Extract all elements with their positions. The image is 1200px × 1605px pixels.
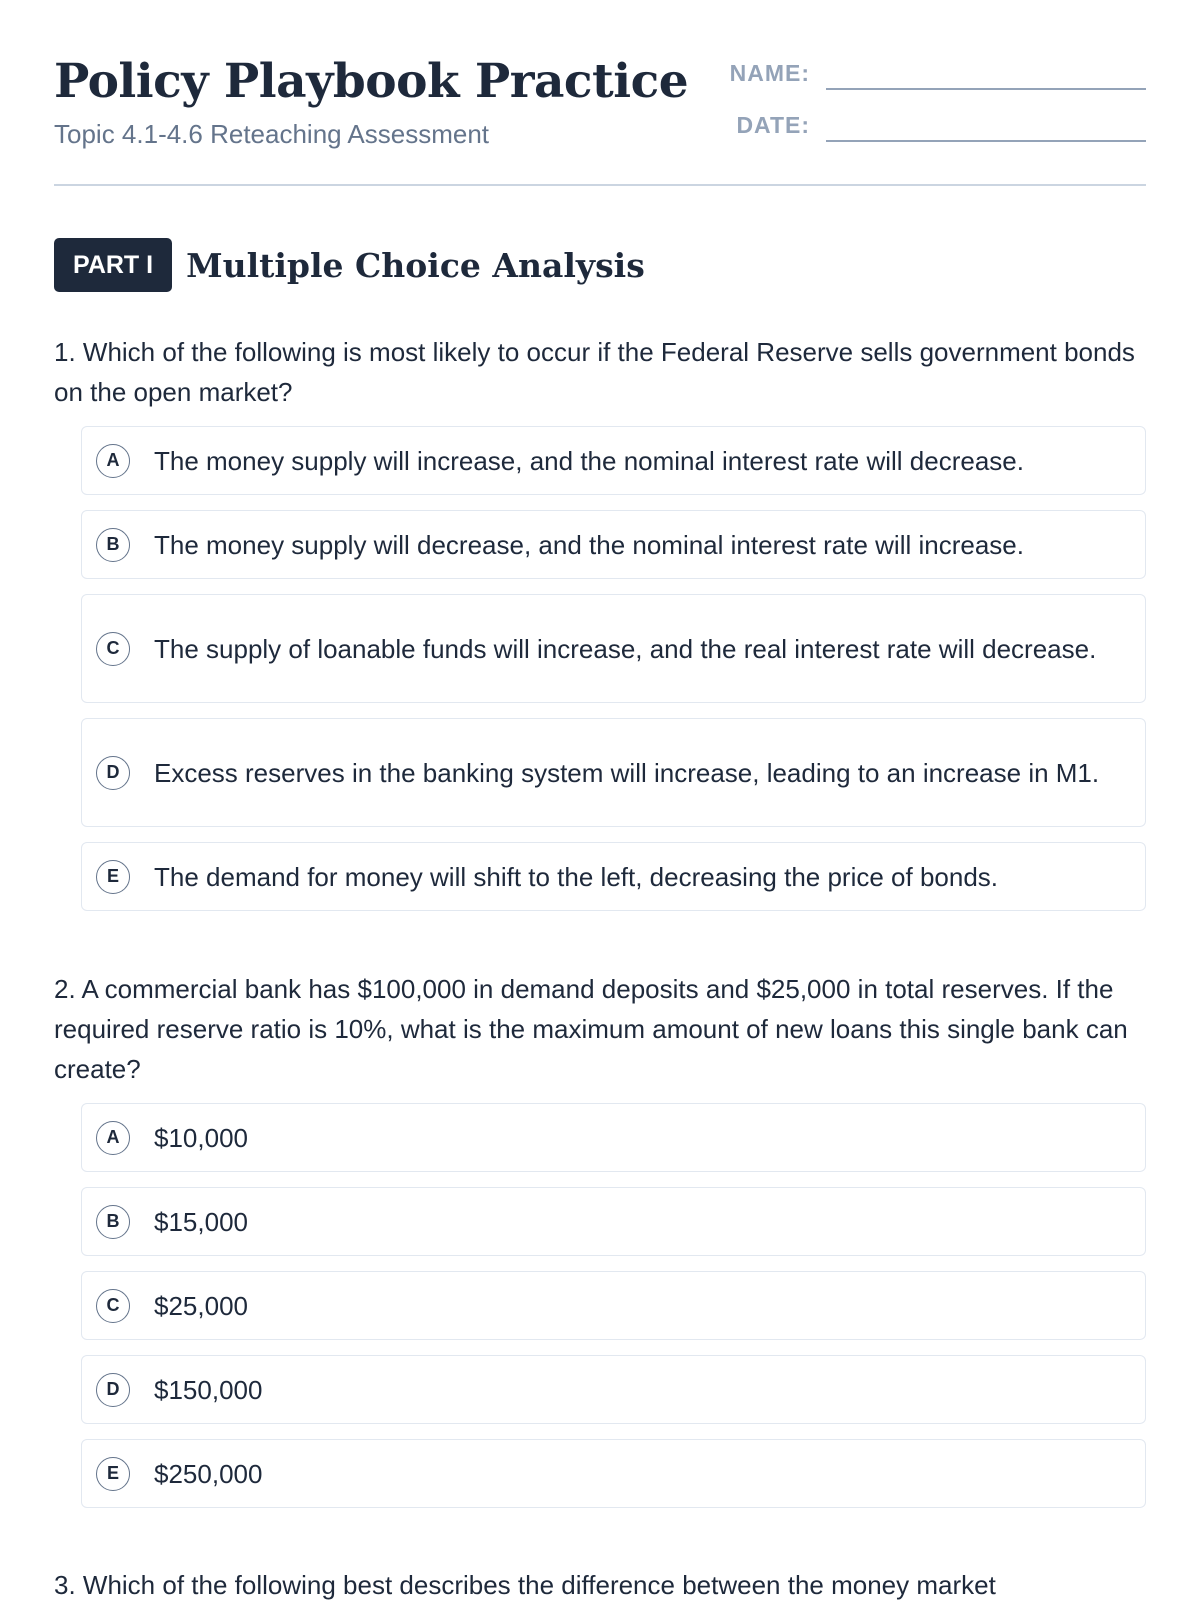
answer-option-e[interactable] [81,1439,1146,1508]
answer-option-a[interactable] [81,1103,1146,1172]
option-text: Excess reserves in the banking system will increase, leading to an increase in M1. [154,757,1100,788]
option-letter: A [96,1121,130,1155]
worksheet-page [54,0,1146,1600]
section-heading [54,238,645,292]
answer-option-d[interactable] [81,718,1146,827]
answer-option-e[interactable] [81,842,1146,911]
option-letter: A [96,444,130,478]
answer-option-c[interactable] [81,1271,1146,1340]
option-letter: C [96,1289,130,1323]
worksheet-header [54,0,1146,186]
question-1 [54,332,1146,926]
date-line[interactable] [826,140,1146,142]
option-text: $250,000 [154,1458,263,1489]
date-label: DATE: [736,112,810,138]
option-text: $150,000 [154,1374,263,1405]
page-title: Policy Playbook Practice [54,54,689,109]
name-field[interactable] [714,56,1146,96]
option-text: The money supply will decrease, and the nominal interest rate will increase. [154,529,1024,560]
option-text: The supply of loanable funds will increase, and the real interest rate will decrease. [154,633,1097,664]
option-letter: B [96,528,130,562]
question-text: 1. Which of the following is most likely to occur if the Federal Reserve sells government bonds on the open market? [54,337,1135,407]
answer-option-c[interactable] [81,594,1146,703]
option-text: $15,000 [154,1206,248,1237]
option-text: $25,000 [154,1290,248,1321]
option-letter: E [96,860,130,894]
answer-option-a[interactable] [81,426,1146,495]
question-text: 2. A commercial bank has $100,000 in demand deposits and $25,000 in total reserves. If the required reserve ratio is 10%, what is the maximum amount of new loans this single bank can create? [54,974,1128,1084]
option-text: The demand for money will shift to the left, decreasing the price of bonds. [154,861,999,892]
question-3 [54,1565,1146,1605]
question-2 [54,969,1146,1523]
page-subtitle: Topic 4.1-4.6 Reteaching Assessment [54,119,490,149]
option-letter: D [96,756,130,790]
option-letter: D [96,1373,130,1407]
question-text: 3. Which of the following best describes the difference between the money market [54,1570,996,1600]
section-title: Multiple Choice Analysis [186,245,645,285]
answer-option-b[interactable] [81,1187,1146,1256]
option-letter: B [96,1205,130,1239]
name-line[interactable] [826,88,1146,90]
option-letter: E [96,1457,130,1491]
answer-option-b[interactable] [81,510,1146,579]
answer-options [81,426,1146,911]
answer-option-d[interactable] [81,1355,1146,1424]
option-text: $10,000 [154,1122,248,1153]
name-label: NAME: [729,60,810,86]
option-letter: C [96,632,130,666]
option-text: The money supply will increase, and the nominal interest rate will decrease. [154,445,1024,476]
answer-options [81,1103,1146,1508]
part-badge: PART I [54,238,172,292]
date-field[interactable] [714,108,1146,148]
